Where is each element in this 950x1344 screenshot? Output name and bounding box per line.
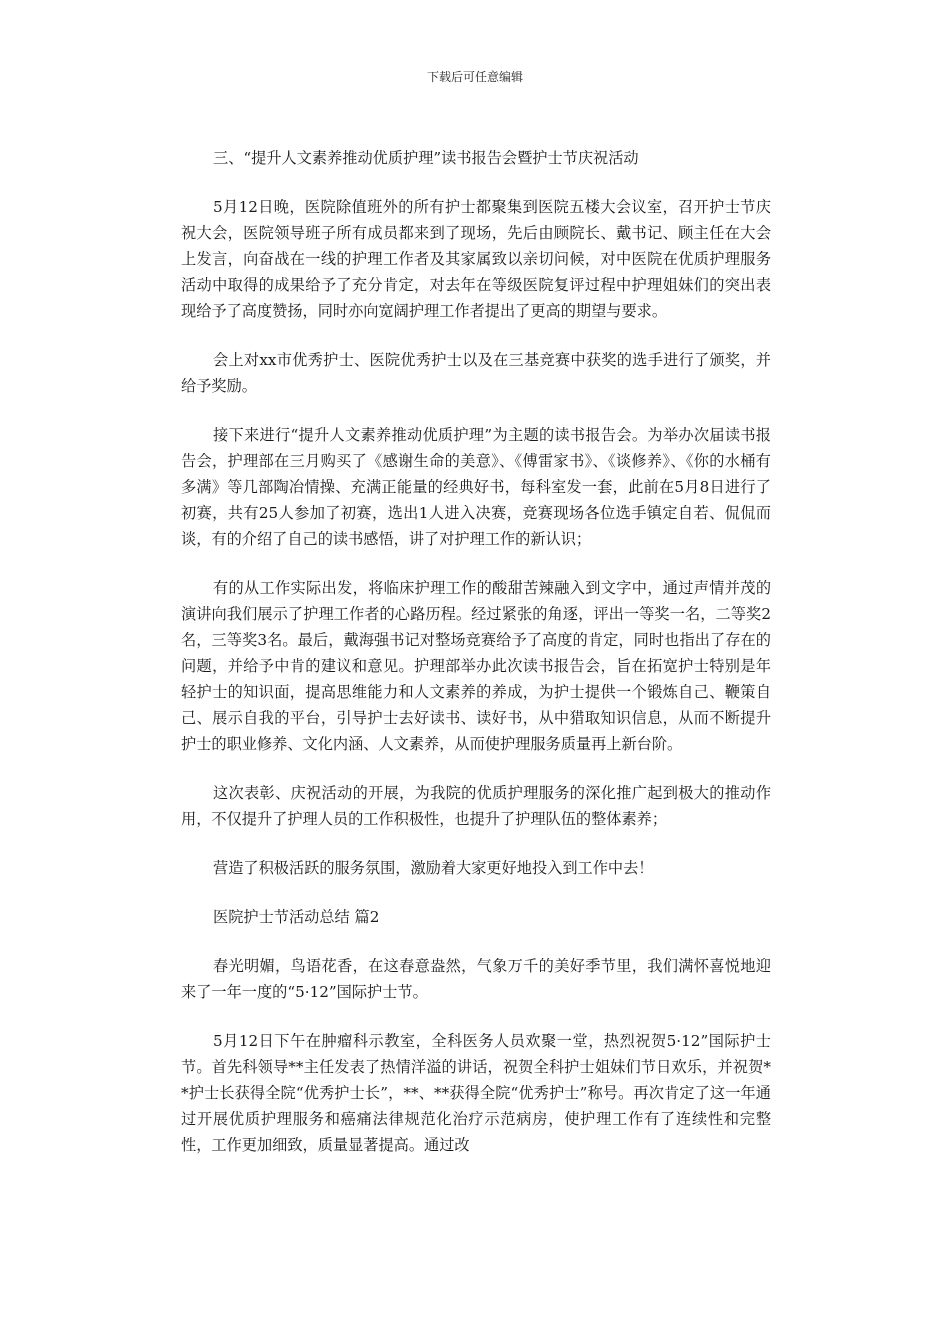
page-header-note: 下载后可任意编辑 bbox=[426, 70, 523, 84]
paragraph-3: 接下来进行“提升人文素养推动优质护理”为主题的读书报告会。为举办次届读书报告会，护理部在三月购买了《感谢生命的美意》、《傅雷家书》、《谈修养》、《你的水桶有多满》等几部陶冶情操、充满正能量的经典好书，每科室发一套，此前在5月8日进行了初赛，共有25人参加了初赛，选出1人进入决赛，竞赛现场各位选手镇定自若、侃侃而谈，有的介绍了自己的读书感悟，讲了对护理工作的新认识； bbox=[181, 426, 771, 548]
paragraph-6: 营造了积极活跃的服务氛围，激励着大家更好地投入到工作中去！ bbox=[213, 859, 654, 877]
paragraph-2: 会上对xx市优秀护士、医院优秀护士以及在三基竞赛中获奖的选手进行了颁奖，并给予奖励。 bbox=[181, 351, 771, 395]
paragraph-8: 5月12日下午在肿瘤科示教室，全科医务人员欢聚一堂，热烈祝贺5·12”国际护士节。首先科领导**主任发表了热情洋溢的讲话，祝贺全科护士姐妹们节日欢乐，并祝贺**护士长获得全院“优秀护士长”，**、**获得全院“优秀护士”称号。再次肯定了这一年通过开展优质护理服务和癌痛法律规范化治疗示范病房，使护理工作有了连续性和完整性，工作更加细致，质量显著提高。通过改 bbox=[181, 1032, 771, 1154]
document-body bbox=[181, 145, 771, 1181]
paragraph-1: 5月12日晚，医院除值班外的所有护士都聚集到医院五楼大会议室，召开护士节庆祝大会，医院领导班子所有成员都来到了现场，先后由顾院长、戴书记、顾主任在大会上发言，向奋战在一线的护理工作者及其家属致以亲切问候，对中医院在优质护理服务活动中取得的成果给予了充分肯定，对去年在等级医院复评过程中护理姐妹们的突出表现给予了高度赞扬，同时亦向宽阔护理工作者提出了更高的期望与要求。 bbox=[181, 198, 771, 320]
paragraph-5: 这次表彰、庆祝活动的开展，为我院的优质护理服务的深化推广起到极大的推动作用，不仅提升了护理人员的工作积极性，也提升了护理队伍的整体素养； bbox=[181, 784, 771, 828]
subheading-part-2: 医院护士节活动总结 篇2 bbox=[213, 908, 380, 926]
paragraph-4: 有的从工作实际出发，将临床护理工作的酸甜苦辣融入到文字中，通过声情并茂的演讲向我们展示了护理工作者的心路历程。经过紧张的角逐，评出一等奖一名，二等奖2名，三等奖3名。最后，戴海强书记对整场竞赛给予了高度的肯定，同时也指出了存在的问题，并给予中肯的建议和意见。护理部举办此次读书报告会，旨在拓宽护士特别是年轻护士的知识面，提高思维能力和人文素养的养成，为护士提供一个锻炼自己、鞭策自己、展示自我的平台，引导护士去好读书、读好书，从中猎取知识信息，从而不断提升护士的职业修养、文化内涵、人文素养，从而使护理服务质量再上新台阶。 bbox=[181, 579, 771, 753]
paragraph-7: 春光明媚，鸟语花香，在这春意盎然，气象万千的美好季节里，我们满怀喜悦地迎来了一年一度的“5·12”国际护士节。 bbox=[181, 957, 771, 1001]
section-heading: 三、“提升人文素养推动优质护理”读书报告会暨护士节庆祝活动 bbox=[213, 149, 639, 167]
